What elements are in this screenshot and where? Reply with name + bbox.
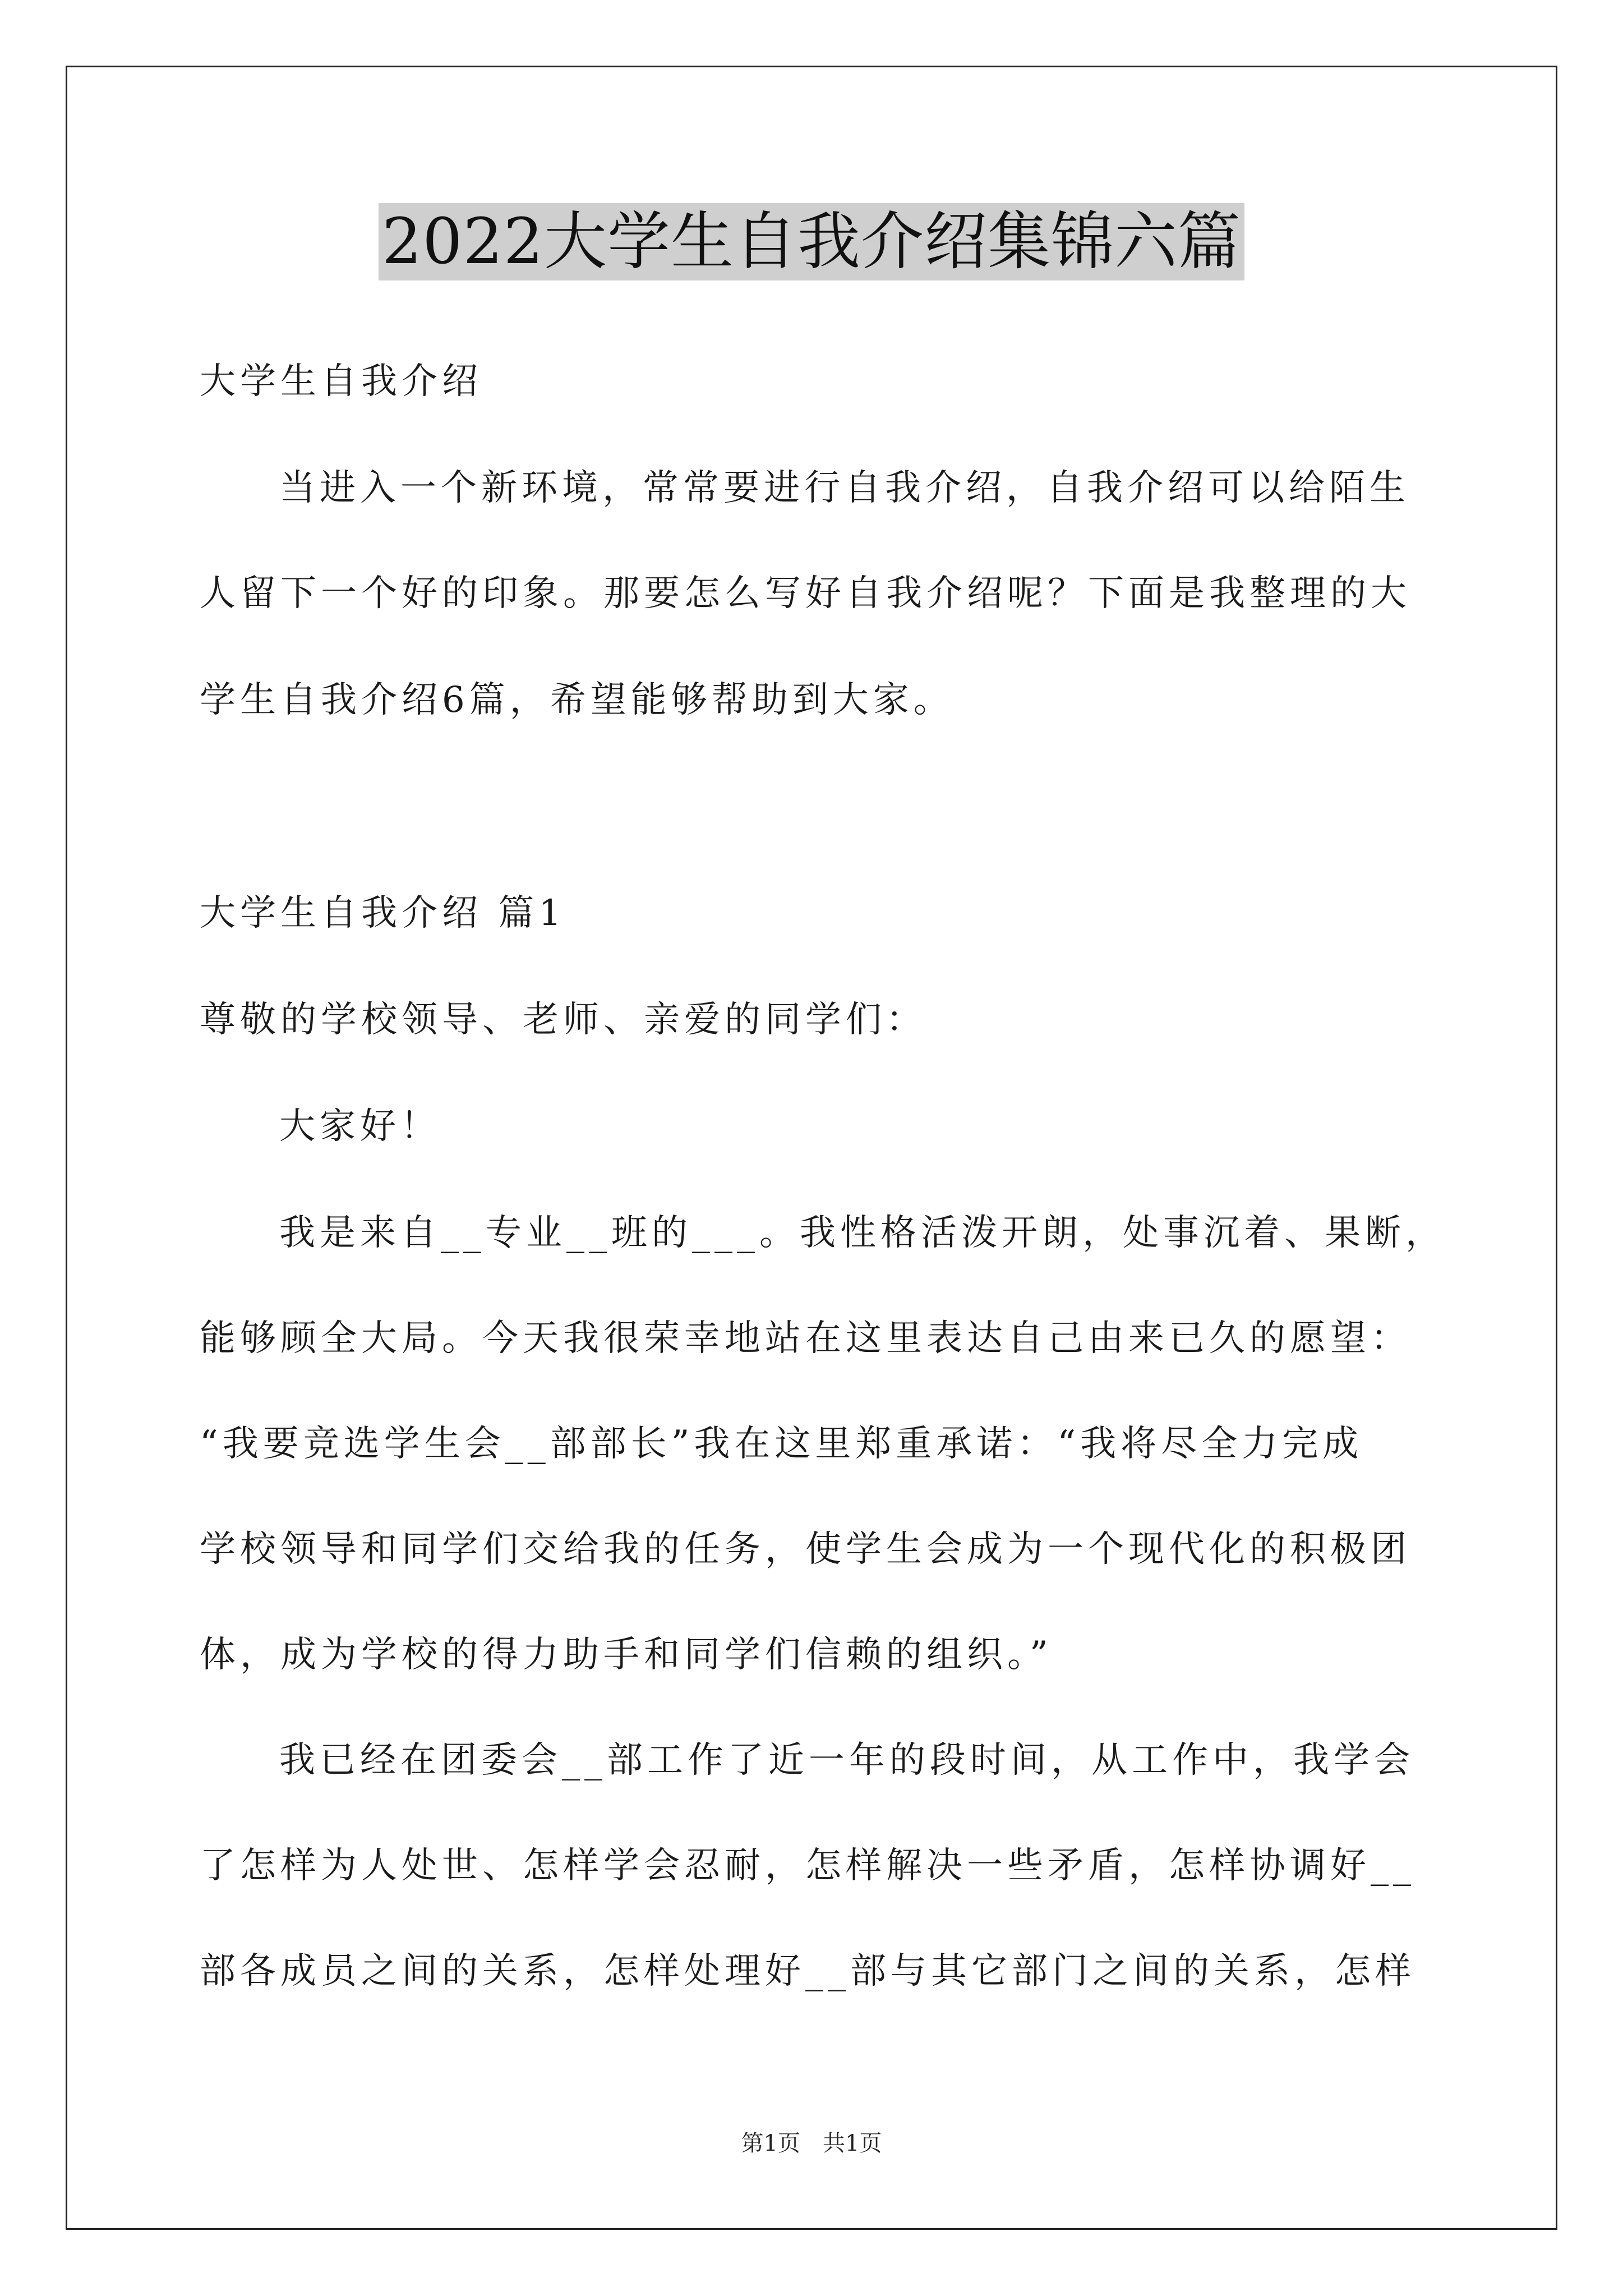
intro-line-1: 当进入一个新环境，常常要进行自我介绍，自我介绍可以给陌生: [279, 467, 1410, 509]
article-heading: 大学生自我介绍 篇1: [200, 892, 566, 934]
greeting: 大家好！: [279, 1106, 441, 1147]
paragraph-line: 我已经在团委会__部工作了近一年的段时间，从工作中，我学会: [279, 1740, 1414, 1781]
paragraph-line: 部各成员之间的关系，怎样处理好__部与其它部门之间的关系，怎样: [200, 1950, 1415, 1992]
paragraph-line: 学校领导和同学们交给我的任务，使学生会成为一个现代化的积极团: [200, 1529, 1411, 1570]
paragraph-line: 我是来自__专业__班的___。我性格活泼开朗，处事沉着、果断，: [279, 1212, 1446, 1254]
document-title: 2022大学生自我介绍集锦六篇: [379, 203, 1244, 280]
paragraph-line: 体，成为学校的得力助手和同学们信赖的组织。”: [200, 1634, 1053, 1676]
page-footer: 第1页 共1页: [741, 2131, 882, 2156]
paragraph-line: “我要竞选学生会__部部长”我在这里郑重承诺：“我将尽全力完成: [200, 1423, 1363, 1465]
paragraph-line: 能够顾全大局。今天我很荣幸地站在这里表达自己由来已久的愿望：: [200, 1318, 1411, 1359]
intro-line-2: 人留下一个好的印象。那要怎么写好自我介绍呢？下面是我整理的大: [200, 573, 1411, 614]
paragraph-line: 了怎样为人处世、怎样学会忍耐，怎样解决一些矛盾，怎样协调好__: [200, 1845, 1415, 1887]
section-heading: 大学生自我介绍: [200, 361, 482, 402]
intro-line-3: 学生自我介绍6篇，希望能够帮助到大家。: [200, 679, 954, 721]
salutation: 尊敬的学校领导、老师、亲爱的同学们：: [200, 999, 926, 1041]
title-container: [0, 203, 1623, 280]
